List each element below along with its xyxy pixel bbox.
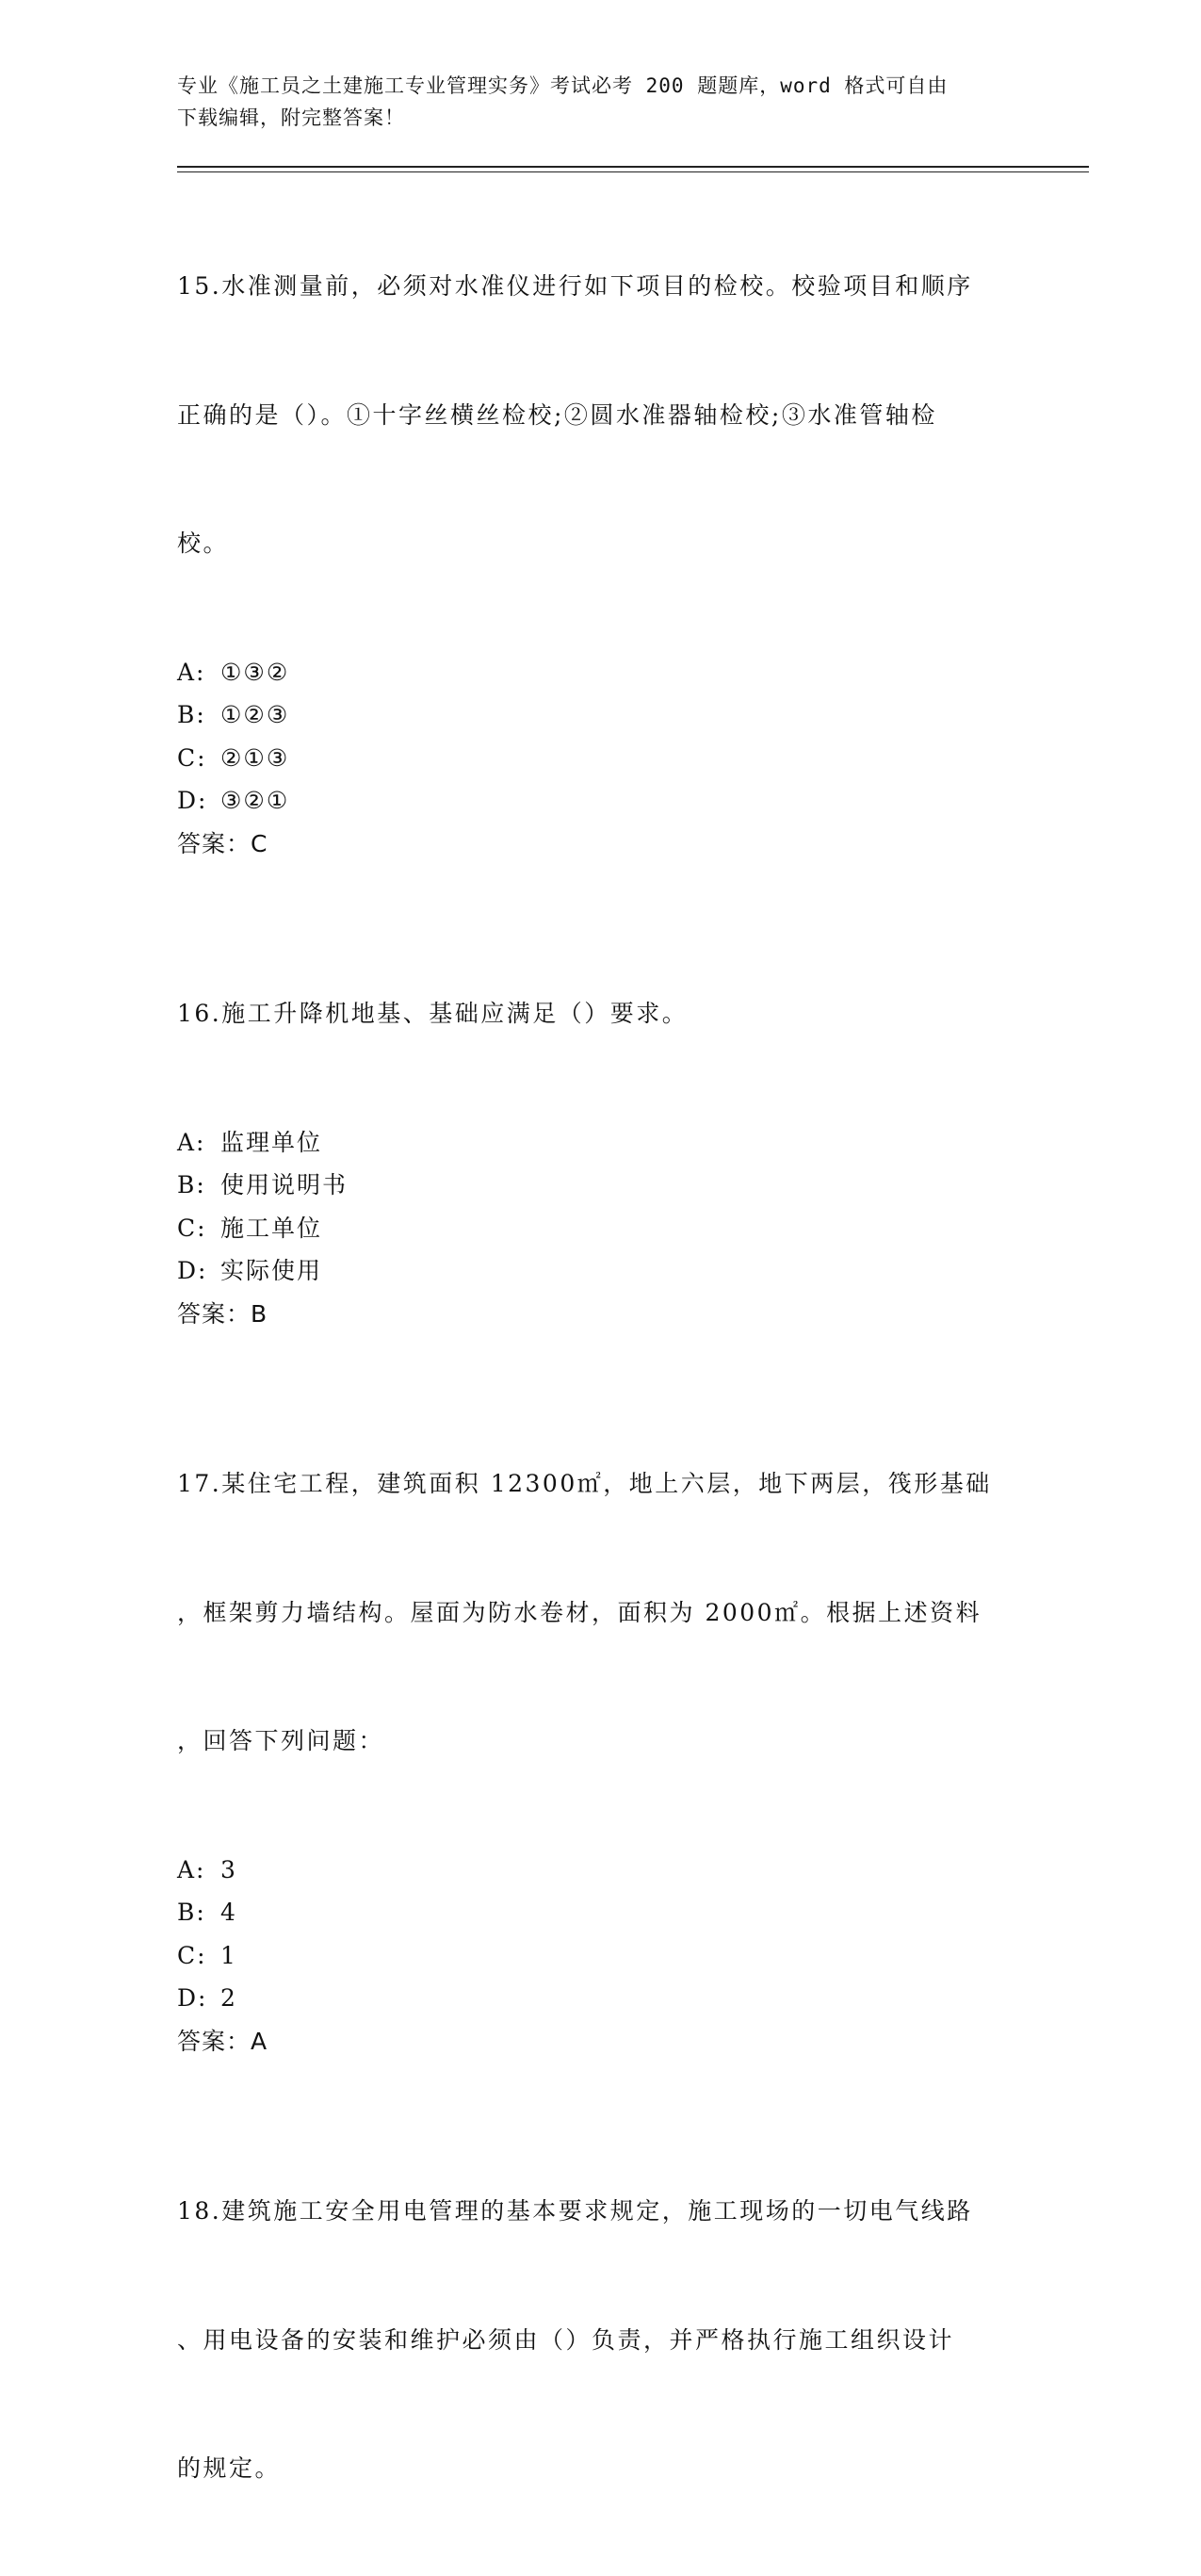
option-key: C: [177,1941,207,1969]
question-stem [177,1377,1025,1849]
option-a [177,651,1025,694]
header-divider-thin [177,171,1089,172]
question-stem [177,2104,1025,2576]
option-text: ①②③ [220,701,290,728]
header-divider-thick [177,166,1089,168]
stem-line: 的规定。 [177,2454,282,2482]
option-d [177,779,1025,823]
option-key: A: [177,1128,206,1156]
option-text: 3 [220,1855,237,1883]
stem-line: 18.建筑施工安全用电管理的基本要求规定，施工现场的一切电气线路 [177,2197,973,2225]
option-key: B: [177,701,206,728]
option-key: B: [177,1899,206,1926]
option-b [177,693,1025,737]
question-15 [177,179,1025,865]
option-key: C: [177,743,207,772]
option-text: 1 [220,1941,237,1969]
stem-line: 正确的是（）。①十字丝横丝检校;②圆水准器轴检校;③水准管轴检 [177,400,937,429]
option-text: 使用说明书 [220,1171,349,1198]
option-c [177,737,1025,780]
question-list [177,179,1025,2576]
option-text: ②①③ [220,743,290,772]
option-key: D: [177,1984,208,2012]
stem-line: 17.某住宅工程，建筑面积 12300㎡，地上六层，地下两层，筏形基础 [177,1470,992,1497]
option-key: A: [177,658,206,686]
option-key: A: [177,1855,206,1883]
option-c [177,1207,1025,1250]
stem-line: 校。 [177,530,230,557]
header-line-2: 下载编辑，附完整答案！ [177,106,405,129]
question-17 [177,1377,1025,2062]
stem-line: 、用电设备的安装和维护必须由（）负责，并严格执行施工组织设计 [177,2325,955,2354]
option-key: B: [177,1171,206,1198]
option-c [177,1934,1025,1978]
answer-line: 答案：B [177,1299,268,1328]
option-d [177,1977,1025,2020]
stem-line: ，框架剪力墙结构。屋面为防水卷材，面积为 2000㎡。根据上述资料 [177,1598,982,1626]
option-key: D: [177,787,208,814]
option-text: ①③② [220,658,290,686]
answer-line: 答案：A [177,2027,268,2055]
question-16 [177,906,1025,1335]
option-a [177,1849,1025,1892]
option-text: 4 [220,1899,237,1926]
question-18 [177,2104,1025,2576]
stem-line: 15.水准测量前，必须对水准仪进行如下项目的检校。校验项目和顺序 [177,272,973,300]
option-d [177,1249,1025,1293]
option-key: C: [177,1214,207,1242]
document-header [177,70,1006,134]
stem-line: ，回答下列问题： [177,1727,385,1754]
option-text: 2 [220,1984,237,2012]
option-text: 监理单位 [220,1128,323,1156]
option-key: D: [177,1257,208,1284]
option-text: 施工单位 [220,1214,323,1242]
option-b [177,1164,1025,1207]
option-a [177,1121,1025,1165]
question-stem [177,906,1025,1121]
option-text: ③②① [220,787,290,814]
stem-line: 16.施工升降机地基、基础应满足（）要求。 [177,1000,689,1027]
header-line-1: 专业《施工员之土建施工专业管理实务》考试必考 200 题题库，word 格式可自由 [177,74,949,97]
option-text: 实际使用 [220,1257,323,1284]
question-stem [177,179,1025,651]
answer-line: 答案：C [177,829,268,857]
option-b [177,1891,1025,1934]
